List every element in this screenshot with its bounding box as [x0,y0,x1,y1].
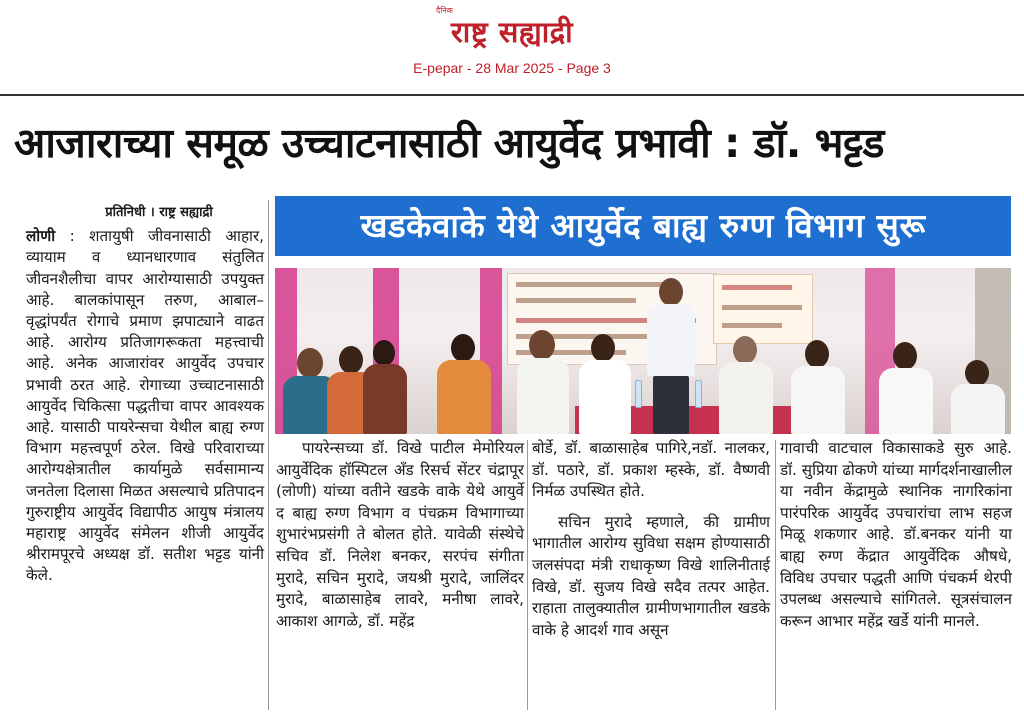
masthead-rule [0,94,1024,96]
attendee [359,340,409,434]
article-column-1 [26,202,264,587]
masthead [0,0,1024,90]
edition-line: E-pepar - 28 Mar 2025 - Page 3 [413,60,611,76]
paragraph: गावाची वाटचाल विकासाकडे सुरु आहे. डॉ. सुप्रिया ढोकणे यांच्या मार्गदर्शनाखालील या नवीन केंद्रामुळे स्थानिक नागरिकांना पारंपरिक आयुर्वेद उपचारांचा लाभ सहज मिळू शकणार आहे. डॉ.बनकर यांनी या बाह्य रुग्ण केंद्रात आयुर्वेदिक औषधे, विविध उपचार पद्धती आणि पंचकर्म थेरपी उपलब्ध असल्याचे सांगितले. सूत्रसंचालन करून आभार महेंद्र खर्डे यांनी मानले. [780,439,1012,630]
column-divider [775,440,776,710]
attendee [575,334,633,434]
speaker [643,278,699,434]
paragraph: बोर्डे, डॉ. बाळासाहेब पागिरे,नडॉ. नालकर, डॉ. पठारे, डॉ. प्रकाश म्हस्के, डॉ. वैष्णवी निर्मळ उपस्थित होते. [532,439,770,501]
article-column-4 [780,438,1012,641]
attendee [513,330,571,434]
newspaper-logo: राष्ट्र सह्याद्री [450,15,574,49]
water-bottle [635,380,642,408]
paragraph: पायरेन्सच्या डॉ. विखे पाटील मेमोरियल आयुर्वेदिक हॉस्पिटल अँड रिसर्च सेंटर चंद्रापूर (लोणी) यांच्या वतीने खडके वाके येथे आयुर्वे द बाह्य रुग्ण विभाग व पंचक्रम विभागाच्या शुभारंभप्रसंगी ते बोलत होते. यावेळी संस्थेचे सचिव डॉ. निलेश बनकर, सरपंच संगीता मुरादे, सचिन मुरादे, जयश्री मुरादे, जालिंदर मुरादे, बाळासाहेब लावरे, मनीषा लावरे, आकाश आगळे, डॉ. महेंद्र [276,439,524,630]
attendee [433,334,493,434]
attendee [875,342,935,434]
column-divider [268,200,269,710]
attendee [947,360,1007,434]
column-divider [527,440,528,710]
masthead-small-text: दैनिक [436,6,453,15]
paragraph: सचिन मुरादे म्हणाले, की ग्रामीण भागातील आरोग्य सुविधा सक्षम होण्यासाठी जलसंपदा मंत्री राधाकृष्ण विखे शालिनीताई विखे, डॉ. सुजय विखे सदैव तत्पर आहेत. राहाता तालुक्यातील ग्रामीणभागातील खडके वाके हे आदर्श गाव असून [532,512,770,639]
dateline-place: लोणी [26,227,56,246]
subheadline-banner: खडकेवाके येथे आयुर्वेद बाह्य रुग्ण विभाग सुरू [275,196,1011,256]
article-column-3 [532,438,770,650]
event-photo [275,268,1011,434]
column-1-text: : शतायुषी जीवनासाठी आहार, व्यायाम व ध्यानधारणाव संतुलित जीवनशैलीचा वापर आरोग्यासाठी उपयुक्त आहे. बालकांपासून तरुण, आबाल–वृद्धांपर्यंत रोगाचे प्रमाण झपाट्याने वाढत आहे. आरोग्य प्रतिजागरूकता महत्त्वाची आहे. अनेक आजारांवर आयुर्वेद उपचार प्रभावी ठरत आहे. रोगाच्या उच्चाटनासाठी आयुर्वेद चिकित्सा पद्धतीचा वापर आवश्यक आहे. यासाठी पायरेन्सचा येथील बाह्य रुग्ण विभाग महत्त्वपूर्ण ठरेल. विखे परिवाराच्या आरोग्यक्षेत्रातील कार्यामुळे सर्वसामान्य जनतेला दिलासा मिळत असल्याचे प्रतिपादन गुरुराष्ट्रीय आयुर्वेद विद्यापीठ आयुष मंत्रालय महाराष्ट्र आयुर्वेद संमेलन शीजी आयुर्वेद श्रीरामपूरचे अध्यक्ष डॉ. सतीश भट्टड यांनी केले. [26,227,264,585]
article-column-2 [276,438,524,641]
stage-banner-2 [713,274,813,344]
attendee [787,340,847,434]
headline: आजाराच्या समूळ उच्चाटनासाठी आयुर्वेद प्रभावी : डॉ. भट्टड [14,119,884,167]
attendee [715,336,775,434]
byline: प्रतिनिधी । राष्ट्र सह्याद्री [105,205,213,220]
